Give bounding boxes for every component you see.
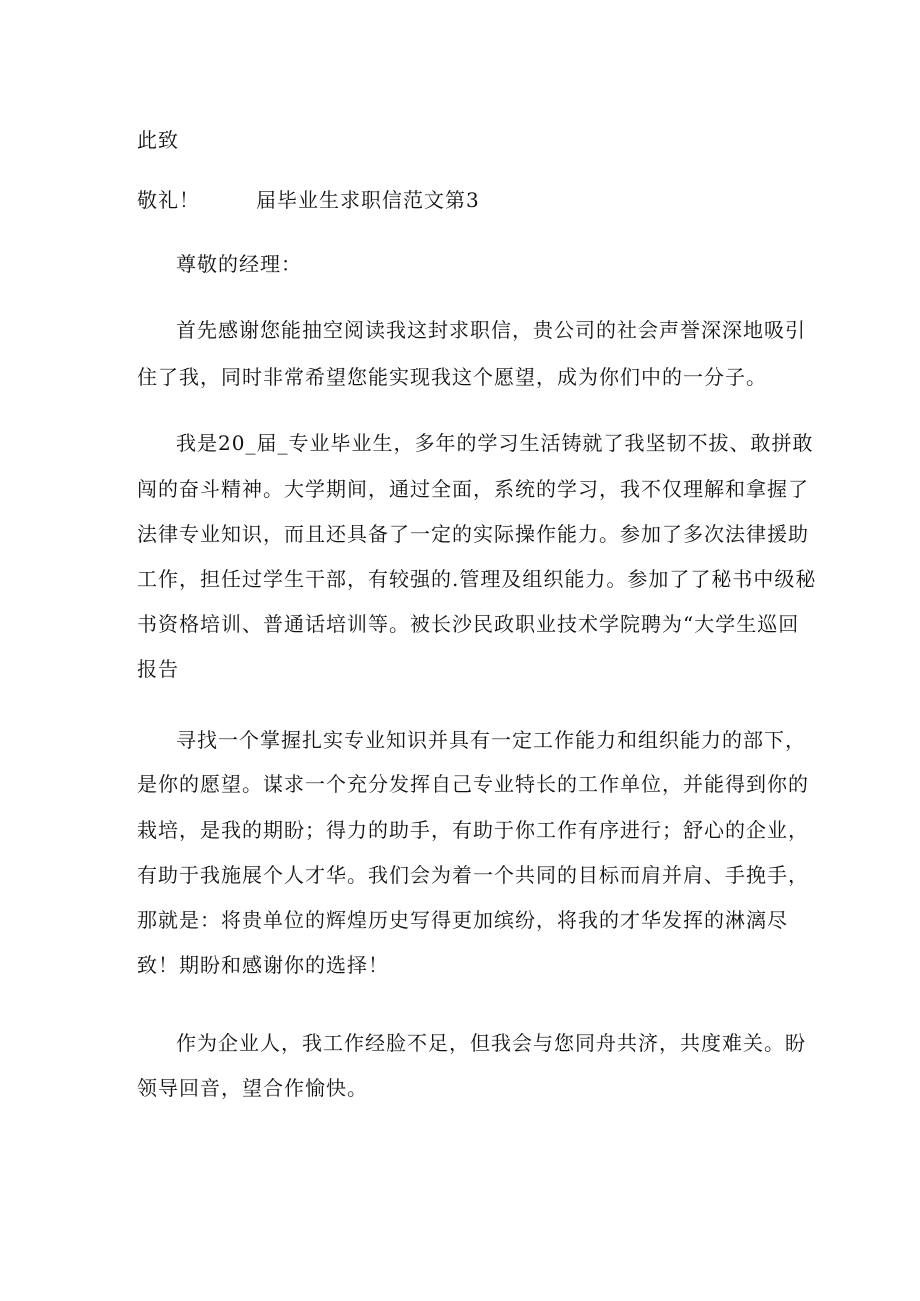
paragraph-line: 作为企业人，我工作经脸不足，但我会与您同舟共济，共度难关。盼 bbox=[176, 1031, 806, 1055]
salute-text: 敬礼！ bbox=[137, 188, 200, 212]
document-title: 届毕业生求职信范文第3 bbox=[256, 188, 480, 212]
paragraph-line: 寻找一个掌握扎实专业知识并具有一定工作能力和组织能力的部下， bbox=[176, 728, 806, 752]
paragraph-line: 书资格培训、普通话培训等。被长沙民政职业技术学院聘为“大学生巡回 bbox=[137, 612, 800, 636]
paragraph-line: 报告 bbox=[137, 657, 179, 681]
paragraph-line: 是你的愿望。谋求一个充分发挥自己专业特长的工作单位，并能得到你的 bbox=[137, 772, 809, 796]
greeting-line: 尊敬的经理： bbox=[176, 252, 302, 276]
salute-title-line bbox=[137, 188, 797, 212]
paragraph-line: 那就是：将贵单位的辉煌历史写得更加缤纷，将我的才华发挥的淋漓尽 bbox=[137, 908, 788, 932]
paragraph-line: 住了我，同时非常希望您能实现我这个愿望，成为你们中的一分子。 bbox=[137, 365, 767, 389]
paragraph-line: 闯的奋斗精神。大学期间，通过全面，系统的学习，我不仅理解和拿握了 bbox=[137, 477, 809, 501]
closing-line: 此致 bbox=[137, 128, 179, 152]
paragraph-line: 首先感谢您能抽空阅读我这封求职信，贵公司的社会声誉深深地吸引 bbox=[176, 318, 806, 342]
paragraph-line: 有助于我施展个人才华。我们会为着一个共同的目标而肩并肩、手挽手， bbox=[137, 863, 809, 887]
paragraph-line: 领导回音，望合作愉快。 bbox=[137, 1076, 368, 1100]
paragraph-line: 工作，担任过学生干部，有较强的.管理及组织能力。参加了了秘书中级秘 bbox=[137, 567, 817, 591]
paragraph-line: 我是20_届_专业毕业生，多年的学习生活铸就了我坚韧不拔、敢拼敢 bbox=[176, 431, 814, 455]
paragraph-line: 栽培，是我的期盼；得力的助手，有助于你工作有序进行；舒心的企业， bbox=[137, 818, 809, 842]
paragraph-line: 致！期盼和感谢你的选择！ bbox=[137, 953, 389, 977]
paragraph-line: 法律专业知识，而且还具备了一定的实际操作能力。参加了多次法律援助 bbox=[137, 522, 809, 546]
